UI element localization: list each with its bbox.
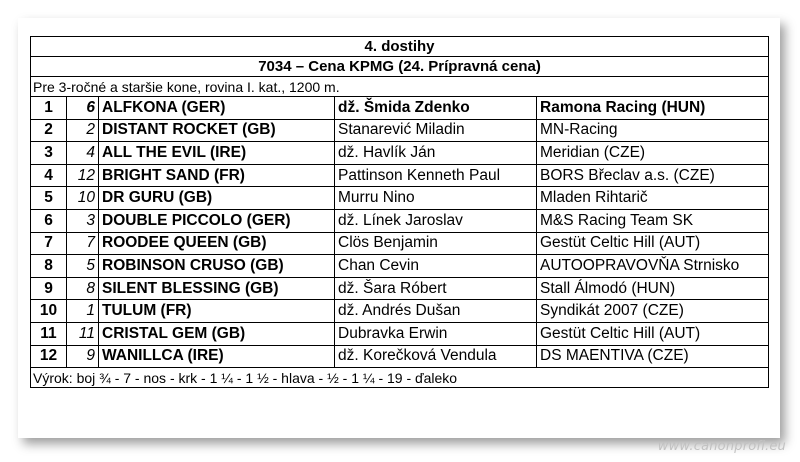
owner-cell: AUTOOPRAVOVŇA Strnisko [537, 255, 769, 278]
start-number-cell: 6 [67, 97, 99, 120]
result-row [31, 97, 769, 120]
result-row [31, 345, 769, 368]
jockey-cell: Pattinson Kenneth Paul [335, 164, 537, 187]
verdict-row [31, 368, 769, 388]
jockey-cell: dž. Šmida Zdenko [335, 97, 537, 120]
horse-name-cell: DOUBLE PICCOLO (GER) [99, 209, 335, 232]
owner-cell: Gestüt Celtic Hill (AUT) [537, 322, 769, 345]
results-card [18, 18, 780, 438]
jockey-cell: dž. Havlík Ján [335, 142, 537, 165]
owner-cell: DS MAENTIVA (CZE) [537, 345, 769, 368]
horse-name-cell: ALL THE EVIL (IRE) [99, 142, 335, 165]
race-name-row [31, 57, 769, 77]
result-row [31, 322, 769, 345]
place-cell: 11 [31, 322, 67, 345]
race-conditions: Pre 3-ročné a staršie kone, rovina I. kat., 1200 m. [31, 77, 769, 97]
horse-name-cell: BRIGHT SAND (FR) [99, 164, 335, 187]
jockey-cell: Dubravka Erwin [335, 322, 537, 345]
result-row [31, 209, 769, 232]
result-row [31, 300, 769, 323]
start-number-cell: 9 [67, 345, 99, 368]
start-number-cell: 8 [67, 277, 99, 300]
start-number-cell: 2 [67, 119, 99, 142]
jockey-cell: Chan Cevin [335, 255, 537, 278]
race-name: 7034 – Cena KPMG (24. Prípravná cena) [31, 57, 769, 77]
start-number-cell: 1 [67, 300, 99, 323]
owner-cell: Mladen Rihtarič [537, 187, 769, 210]
place-cell: 6 [31, 209, 67, 232]
horse-name-cell: ROBINSON CRUSO (GB) [99, 255, 335, 278]
owner-cell: Ramona Racing (HUN) [537, 97, 769, 120]
start-number-cell: 4 [67, 142, 99, 165]
start-number-cell: 3 [67, 209, 99, 232]
horse-name-cell: CRISTAL GEM (GB) [99, 322, 335, 345]
result-row [31, 232, 769, 255]
result-row [31, 187, 769, 210]
jockey-cell: dž. Šara Róbert [335, 277, 537, 300]
place-cell: 2 [31, 119, 67, 142]
horse-name-cell: ALFKONA (GER) [99, 97, 335, 120]
jockey-cell: dž. Korečková Vendula [335, 345, 537, 368]
owner-cell: Syndikát 2007 (CZE) [537, 300, 769, 323]
place-cell: 1 [31, 97, 67, 120]
watermark: www.canonprofi.eu [657, 439, 786, 454]
race-verdict: Výrok: boj ¾ - 7 - nos - krk - 1 ¼ - 1 ½ - hlava - ½ - 1 ¼ - 19 - ďaleko [31, 368, 769, 388]
start-number-cell: 5 [67, 255, 99, 278]
place-cell: 12 [31, 345, 67, 368]
horse-name-cell: ROODEE QUEEN (GB) [99, 232, 335, 255]
place-cell: 3 [31, 142, 67, 165]
result-rows [31, 97, 769, 368]
horse-name-cell: TULUM (FR) [99, 300, 335, 323]
owner-cell: M&S Racing Team SK [537, 209, 769, 232]
race-number: 4. dostihy [31, 37, 769, 57]
owner-cell: MN-Racing [537, 119, 769, 142]
jockey-cell: dž. Línek Jaroslav [335, 209, 537, 232]
owner-cell: Meridian (CZE) [537, 142, 769, 165]
place-cell: 8 [31, 255, 67, 278]
race-results-table [30, 36, 769, 388]
place-cell: 10 [31, 300, 67, 323]
start-number-cell: 11 [67, 322, 99, 345]
jockey-cell: Murru Nino [335, 187, 537, 210]
horse-name-cell: SILENT BLESSING (GB) [99, 277, 335, 300]
place-cell: 5 [31, 187, 67, 210]
owner-cell: Stall Álmodó (HUN) [537, 277, 769, 300]
horse-name-cell: DR GURU (GB) [99, 187, 335, 210]
start-number-cell: 12 [67, 164, 99, 187]
race-number-row [31, 37, 769, 57]
owner-cell: Gestüt Celtic Hill (AUT) [537, 232, 769, 255]
result-row [31, 119, 769, 142]
place-cell: 9 [31, 277, 67, 300]
jockey-cell: Clös Benjamin [335, 232, 537, 255]
horse-name-cell: WANILLCA (IRE) [99, 345, 335, 368]
race-conditions-row [31, 77, 769, 97]
place-cell: 4 [31, 164, 67, 187]
jockey-cell: dž. Andrés Dušan [335, 300, 537, 323]
start-number-cell: 7 [67, 232, 99, 255]
jockey-cell: Stanarević Miladin [335, 119, 537, 142]
start-number-cell: 10 [67, 187, 99, 210]
result-row [31, 255, 769, 278]
horse-name-cell: DISTANT ROCKET (GB) [99, 119, 335, 142]
result-row [31, 277, 769, 300]
owner-cell: BORS Břeclav a.s. (CZE) [537, 164, 769, 187]
result-row [31, 164, 769, 187]
place-cell: 7 [31, 232, 67, 255]
result-row [31, 142, 769, 165]
